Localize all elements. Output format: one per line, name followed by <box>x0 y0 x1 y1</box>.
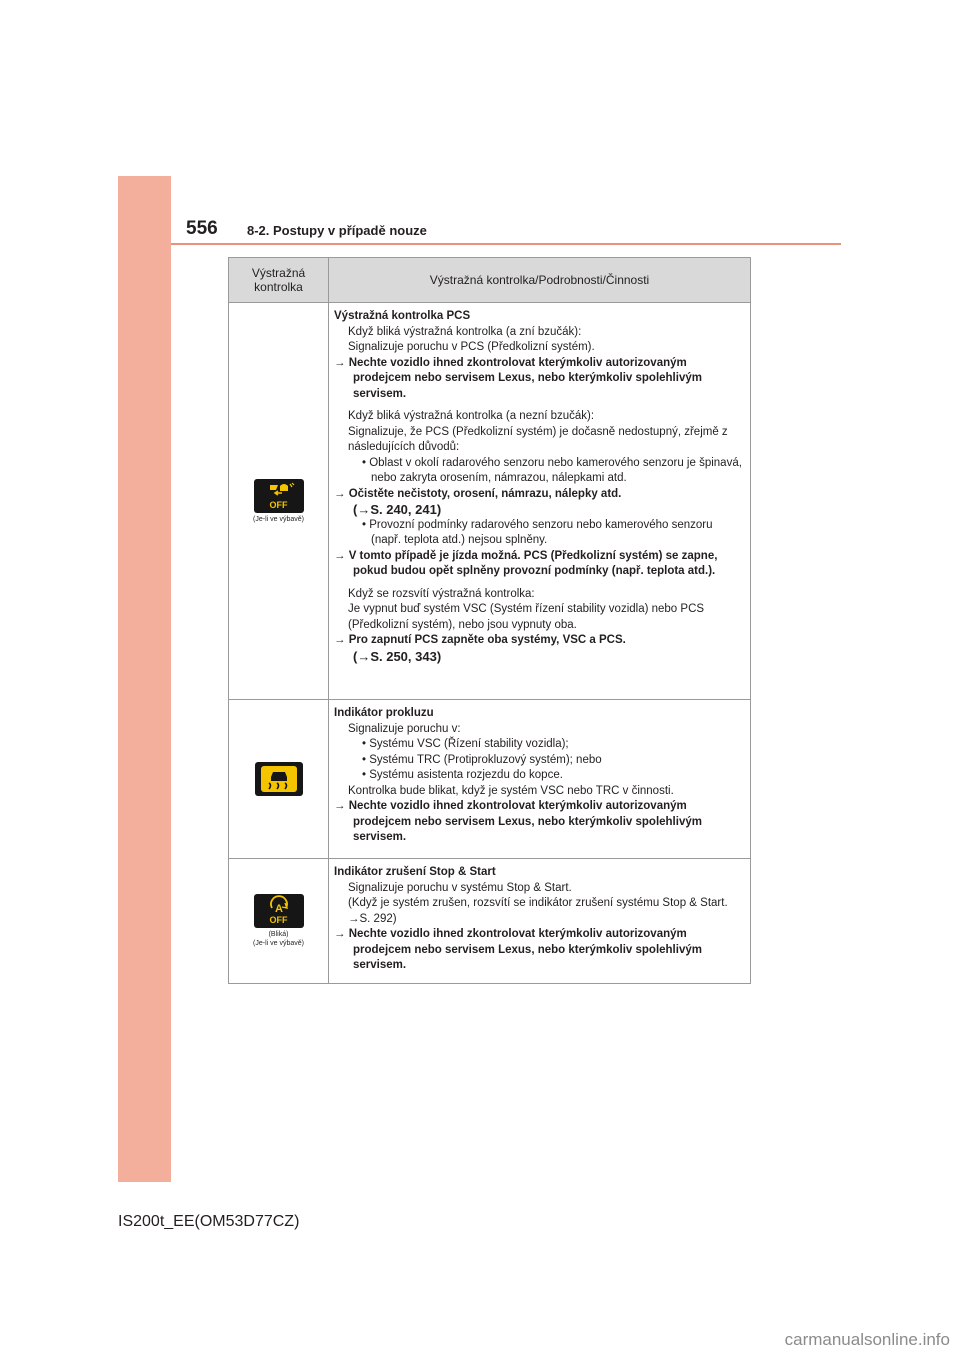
table-row <box>229 303 751 700</box>
row-title: Výstražná kontrolka PCS <box>334 310 471 322</box>
stop-start-cancel-icon <box>254 894 304 928</box>
icon-cell <box>229 859 329 984</box>
slip-indicator-icon <box>255 762 303 796</box>
bullet-item: • Systému VSC (Řízení stability vozidla); <box>362 738 569 750</box>
icon-note: (Je-li ve výbavě) <box>253 940 304 947</box>
watermark: carmanualsonline.info <box>784 1330 950 1349</box>
text-line: Kontrolka bude blikat, když je systém VSC nebo TRC v činnosti. <box>348 784 674 797</box>
bullet-item: • Systému TRC (Protiprokluzový systém); nebo <box>362 753 602 766</box>
col-header-details: Výstražná kontrolka/Podrobnosti/Činnosti <box>329 258 751 303</box>
bullet-item: • Provozní podmínky radarového senzoru nebo kamerového senzoru (např. teplota atd.) nejsou splněny. <box>362 518 713 546</box>
action-line: → V tomto případě je jízda možná. PCS (Předkolizní systém) se zapne, pokud budou opět splněny provozní podmínky (např. teplota atd.). <box>334 549 718 577</box>
bullet-item: • Systému asistenta rozjezdu do kopce. <box>362 769 563 781</box>
icon-cell <box>229 700 329 859</box>
row-title: Indikátor zrušení Stop & Start <box>334 866 496 878</box>
document-code: IS200t_EE(OM53D77CZ) <box>118 1213 300 1230</box>
warning-lights-table <box>228 257 751 984</box>
icon-off-label: OFF <box>269 915 288 925</box>
text-line: Když bliká výstražná kontrolka (a zní bzučák): <box>348 325 582 338</box>
icon-note: (Bliká) <box>268 931 289 938</box>
col-header-light: Výstražná kontrolka <box>229 258 329 303</box>
text-line: (Když je systém zrušen, rozsvítí se indikátor zrušení systému Stop & Start. →S. 292) <box>348 897 728 925</box>
section-title: 8-2. Postupy v případě nouze <box>247 223 427 238</box>
action-line: → Pro zapnutí PCS zapněte oba systémy, VSC a PCS. <box>334 634 626 646</box>
table-row <box>229 700 751 859</box>
table-header-row <box>229 258 751 303</box>
icon-cell <box>229 303 329 700</box>
bullet-item: • Oblast v okolí radarového senzoru nebo kamerového senzoru je špinavá, nebo zakryta orosením, námrazou, nálepkami atd. <box>362 456 742 484</box>
page-reference: (→S. 240, 241) <box>353 502 442 517</box>
text-line: Signalizuje, že PCS (Předkolizní systém) je dočasně nedostupný, zřejmě z následujících důvodů: <box>348 425 728 453</box>
text-line: Signalizuje poruchu v systému Stop & Start. <box>348 881 572 894</box>
action-line: → Očistěte nečistoty, orosení, námrazu, nálepky atd. <box>334 487 622 500</box>
action-line: → Nechte vozidlo ihned zkontrolovat kterýmkoliv autorizovaným prodejcem nebo servisem Lexus, nebo kterýmkoliv spolehlivým servisem. <box>334 928 702 971</box>
text-line: Signalizuje poruchu v: <box>348 722 461 735</box>
details-cell <box>329 700 751 859</box>
details-cell <box>329 859 751 984</box>
action-line: → Nechte vozidlo ihned zkontrolovat kterýmkoliv autorizovaným prodejcem nebo servisem Lexus, nebo kterýmkoliv spolehlivým servisem. <box>334 800 702 843</box>
side-color-strip <box>118 176 171 1182</box>
page-reference: (→S. 250, 343) <box>353 648 442 664</box>
text-line: Je vypnut buď systém VSC (Systém řízení stability vozidla) nebo PCS (Předkolizní systém), nebo jsou vypnuty oba. <box>348 603 705 631</box>
text-line: Signalizuje poruchu v PCS (Předkolizní systém). <box>348 341 595 353</box>
action-line: → Nechte vozidlo ihned zkontrolovat kterýmkoliv autorizovaným prodejcem nebo servisem Lexus, nebo kterýmkoliv spolehlivým servisem. <box>334 356 702 400</box>
icon-off-label: OFF <box>269 499 288 510</box>
pcs-off-warning-icon <box>254 479 304 513</box>
svg-text:A: A <box>274 903 283 915</box>
details-cell <box>329 303 751 700</box>
page-number: 556 <box>186 218 218 239</box>
header-rule <box>171 243 841 245</box>
text-line: Když se rozsvítí výstražná kontrolka: <box>348 587 535 600</box>
icon-note: (Je-li ve výbavě) <box>253 515 304 523</box>
row-title: Indikátor prokluzu <box>334 707 434 719</box>
text-line: Když bliká výstražná kontrolka (a nezní bzučák): <box>348 410 595 422</box>
table-row <box>229 859 751 984</box>
